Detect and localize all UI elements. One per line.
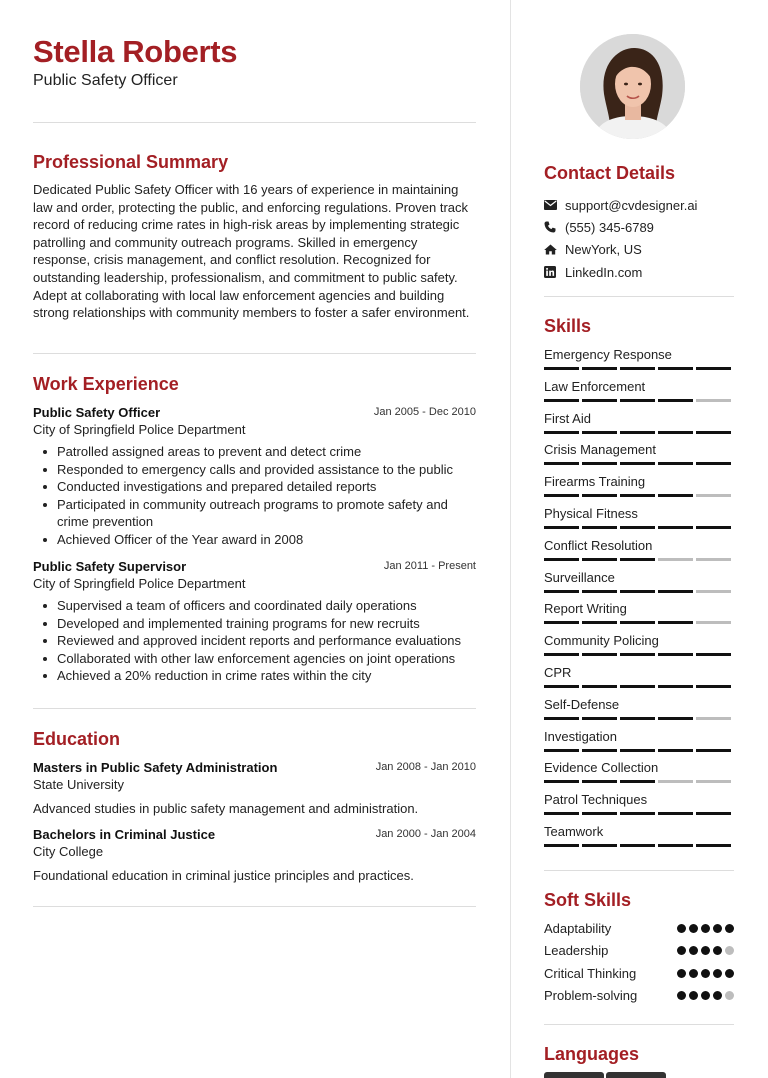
skill-level-segment: [658, 367, 693, 370]
skill-level-bar: [544, 780, 734, 783]
skill-name: Emergency Response: [544, 347, 672, 362]
soft-skill-name: Leadership: [544, 943, 609, 959]
skill-level-bar: [544, 526, 734, 529]
job-bullet: Developed and implemented training programs for new recruits: [57, 615, 476, 633]
rating-dot: [701, 946, 710, 955]
skill-level-segment: [544, 462, 579, 465]
rating-dot: [689, 946, 698, 955]
skill-item: [544, 665, 734, 697]
job-bullet: Collaborated with other law enforcement agencies on joint operations: [57, 650, 476, 668]
skill-level-segment: [620, 749, 655, 752]
job-entry: [33, 404, 476, 548]
skill-level-segment: [696, 653, 731, 656]
skill-level-segment: [658, 494, 693, 497]
rating-dot: [689, 969, 698, 978]
rating-dot: [701, 991, 710, 1000]
skill-level-segment: [544, 558, 579, 561]
rating-dot: [677, 969, 686, 978]
profile-photo: [580, 34, 685, 139]
skill-level-segment: [544, 844, 579, 847]
skill-level-segment: [582, 399, 617, 402]
skill-level-segment: [696, 717, 731, 720]
education-date: Jan 2000 - Jan 2004: [375, 828, 476, 840]
skill-level-segment: [582, 812, 617, 815]
skill-level-bar: [544, 653, 734, 656]
skill-level-segment: [544, 494, 579, 497]
skills-list: [544, 347, 734, 856]
soft-skills-list: [544, 917, 734, 1007]
job-bullet: Conducted investigations and prepared detailed reports: [57, 478, 476, 496]
skill-level-segment: [544, 590, 579, 593]
rating-dot: [713, 969, 722, 978]
skill-level-segment: [544, 367, 579, 370]
skill-level-segment: [658, 812, 693, 815]
job-entry: [33, 558, 476, 685]
skill-item: [544, 697, 734, 729]
skill-item: [544, 824, 734, 856]
linkedin-icon: [544, 266, 565, 278]
skill-level-segment: [696, 621, 731, 624]
divider: [544, 870, 734, 871]
skill-level-bar: [544, 367, 734, 370]
skill-item: [544, 601, 734, 633]
skill-level-segment: [658, 462, 693, 465]
soft-skills-title: Soft Skills: [544, 890, 632, 910]
skill-level-segment: [696, 749, 731, 752]
soft-skill-rating: [677, 946, 734, 955]
skill-name: Firearms Training: [544, 474, 646, 490]
skill-level-bar: [544, 621, 734, 624]
skill-level-bar: [544, 812, 734, 815]
soft-skill-name: Problem-solving: [544, 988, 638, 1004]
skill-level-segment: [582, 780, 617, 783]
soft-skill-rating: [677, 991, 734, 1000]
rating-dot: [701, 924, 710, 933]
skill-level-segment: [544, 399, 579, 402]
rating-dot: [677, 946, 686, 955]
skill-item: [544, 760, 734, 792]
education-entry: [33, 826, 476, 884]
job-org: City of Springfield Police Department: [33, 576, 246, 591]
rating-dot: [725, 924, 734, 933]
skill-level-segment: [582, 590, 617, 593]
soft-skill-name: Critical Thinking: [544, 965, 637, 981]
candidate-name: Stella Roberts: [33, 34, 238, 69]
skill-name: Community Policing: [544, 633, 659, 649]
skill-level-bar: [544, 494, 734, 497]
skill-item: [544, 411, 734, 443]
job-title: Public Safety Supervisor: [33, 559, 187, 574]
skill-level-segment: [658, 717, 693, 720]
phone-icon: [544, 221, 565, 233]
skill-level-segment: [658, 780, 693, 783]
skill-item: [544, 633, 734, 665]
skill-item: [544, 792, 734, 824]
job-bullet: Reviewed and approved incident reports and performance evaluations: [57, 632, 476, 650]
contact-linkedin[interactable]: [544, 261, 734, 283]
skill-item: [544, 538, 734, 570]
school: City College: [33, 844, 104, 859]
divider: [544, 1024, 734, 1025]
education-date: Jan 2008 - Jan 2010: [375, 761, 476, 773]
job-title: Public Safety Officer: [33, 405, 161, 420]
skill-level-segment: [658, 526, 693, 529]
skill-level-segment: [696, 590, 731, 593]
rating-dot: [713, 924, 722, 933]
rating-dot: [725, 991, 734, 1000]
rating-dot: [689, 991, 698, 1000]
skill-level-segment: [544, 780, 579, 783]
skill-level-segment: [582, 526, 617, 529]
rating-dot: [725, 946, 734, 955]
skills-title: Skills: [544, 316, 592, 336]
skill-level-segment: [658, 685, 693, 688]
divider: [33, 906, 476, 907]
candidate-role: Public Safety Officer: [33, 72, 178, 89]
avatar: [580, 34, 685, 139]
rating-dot: [713, 946, 722, 955]
skill-item: [544, 347, 734, 379]
skill-level-segment: [696, 844, 731, 847]
skill-level-segment: [696, 685, 731, 688]
job-bullet: Patrolled assigned areas to prevent and detect crime: [57, 443, 476, 461]
skill-level-segment: [620, 367, 655, 370]
skill-level-segment: [620, 431, 655, 434]
languages-title: Languages: [544, 1044, 640, 1064]
skill-level-segment: [658, 749, 693, 752]
skill-name: Evidence Collection: [544, 760, 659, 776]
skill-level-segment: [620, 558, 655, 561]
skill-level-segment: [658, 653, 693, 656]
education-entry: [33, 759, 476, 817]
skill-level-segment: [620, 462, 655, 465]
skill-level-segment: [696, 780, 731, 783]
skill-name: Crisis Management: [544, 442, 656, 458]
summary-title: Professional Summary: [33, 152, 229, 172]
job-bullet: Supervised a team of officers and coordinated daily operations: [57, 597, 476, 615]
language-pill: [544, 1072, 604, 1078]
language-pill: [606, 1072, 666, 1078]
soft-skill-rating: [677, 924, 734, 933]
education-desc: Foundational education in criminal justice principles and practices.: [33, 868, 414, 883]
job-bullets: [33, 443, 476, 548]
skill-level-segment: [544, 812, 579, 815]
skill-item: [544, 442, 734, 474]
skill-level-segment: [544, 621, 579, 624]
contact-phone[interactable]: [544, 216, 734, 238]
skill-level-segment: [582, 749, 617, 752]
skill-level-segment: [658, 590, 693, 593]
soft-skill-item: [544, 962, 734, 985]
job-bullet: Achieved a 20% reduction in crime rates within the city: [57, 667, 476, 685]
skill-name: Surveillance: [544, 569, 615, 585]
skill-level-segment: [658, 558, 693, 561]
skill-level-segment: [582, 494, 617, 497]
skill-level-segment: [696, 431, 731, 434]
skill-level-bar: [544, 844, 734, 847]
skill-level-segment: [544, 685, 579, 688]
skill-level-segment: [544, 431, 579, 434]
degree: Masters in Public Safety Administration: [33, 760, 278, 775]
skill-level-segment: [582, 431, 617, 434]
job-bullet: Responded to emergency calls and provided assistance to the public: [57, 461, 476, 479]
home-icon: [544, 244, 565, 255]
skill-level-segment: [620, 685, 655, 688]
skill-level-bar: [544, 431, 734, 434]
skill-level-segment: [696, 494, 731, 497]
skill-level-segment: [620, 526, 655, 529]
rating-dot: [677, 991, 686, 1000]
skill-name: Law Enforcement: [544, 378, 646, 394]
skill-level-bar: [544, 462, 734, 465]
skill-level-segment: [582, 685, 617, 688]
soft-skill-name: Adaptability: [544, 920, 612, 936]
skill-level-segment: [582, 717, 617, 720]
skill-level-segment: [696, 558, 731, 561]
skill-level-segment: [582, 367, 617, 370]
skill-level-segment: [696, 812, 731, 815]
skill-level-segment: [620, 780, 655, 783]
degree: Bachelors in Criminal Justice: [33, 827, 216, 842]
column-divider: [510, 0, 511, 1078]
skill-level-segment: [544, 749, 579, 752]
education-desc: Advanced studies in public safety management and administration.: [33, 801, 419, 816]
soft-skill-item: [544, 985, 734, 1008]
job-bullet: Participated in community outreach programs to promote safety and crime prevention: [57, 496, 476, 531]
rating-dot: [689, 924, 698, 933]
skill-level-segment: [620, 621, 655, 624]
skill-level-bar: [544, 749, 734, 752]
skill-level-segment: [658, 399, 693, 402]
soft-skill-item: [544, 917, 734, 940]
skill-level-segment: [696, 399, 731, 402]
soft-skill-item: [544, 940, 734, 963]
contact-location: [544, 239, 734, 261]
skill-name: Patrol Techniques: [544, 792, 648, 808]
divider: [33, 708, 476, 709]
skill-level-bar: [544, 717, 734, 720]
skill-level-segment: [582, 653, 617, 656]
divider: [33, 122, 476, 123]
skill-level-segment: [696, 367, 731, 370]
skill-level-segment: [620, 399, 655, 402]
summary-text: Dedicated Public Safety Officer with 16 years of experience in maintaining law and order, protecting the public, and enforcing regulations. Proven track record of reducing crime rates in high-risk areas by implementing strategic patrolling and community outreach programs. Skilled in emergency response, crisis management, and conflict resolution. Recognized for outstanding leadership, professionalism, and commitment to public safety. Adept at collaborating with local law enforcement agencies and building strong relationships with community members to foster a safer environment.: [33, 182, 470, 321]
skill-level-bar: [544, 590, 734, 593]
job-date: Jan 2005 - Dec 2010: [373, 406, 476, 418]
skill-level-segment: [658, 844, 693, 847]
skill-level-segment: [696, 526, 731, 529]
skill-item: [544, 379, 734, 411]
skill-level-segment: [620, 717, 655, 720]
work-title: Work Experience: [33, 374, 179, 394]
skill-level-segment: [544, 717, 579, 720]
contact-title: Contact Details: [544, 163, 676, 183]
job-org: City of Springfield Police Department: [33, 422, 246, 437]
skill-level-segment: [544, 526, 579, 529]
skill-name: Physical Fitness: [544, 505, 638, 521]
skill-level-segment: [658, 621, 693, 624]
skill-level-segment: [620, 590, 655, 593]
rating-dot: [677, 924, 686, 933]
skill-name: Self-Defense: [544, 696, 620, 712]
skill-level-segment: [582, 462, 617, 465]
rating-dot: [725, 969, 734, 978]
skill-item: [544, 474, 734, 506]
skill-name: Investigation: [544, 728, 617, 744]
soft-skill-rating: [677, 969, 734, 978]
school: State University: [33, 777, 125, 792]
contact-text: NewYork, US: [565, 242, 642, 258]
skill-name: Conflict Resolution: [544, 537, 653, 553]
skill-name: CPR: [544, 664, 572, 680]
divider: [544, 296, 734, 297]
skill-item: [544, 506, 734, 538]
job-bullet: Achieved Officer of the Year award in 2008: [57, 531, 476, 549]
contact-text: support@cvdesigner.ai: [565, 197, 698, 213]
skill-name: Report Writing: [544, 601, 627, 617]
rating-dot: [713, 991, 722, 1000]
envelope-icon: [544, 200, 565, 210]
skill-level-segment: [620, 812, 655, 815]
education-title: Education: [33, 729, 121, 749]
skill-level-bar: [544, 399, 734, 402]
skill-level-bar: [544, 685, 734, 688]
skill-item: [544, 570, 734, 602]
skill-level-segment: [620, 653, 655, 656]
divider: [33, 353, 476, 354]
skill-level-bar: [544, 558, 734, 561]
skill-level-segment: [696, 462, 731, 465]
contact-list: [544, 194, 734, 283]
contact-email[interactable]: [544, 194, 734, 216]
skill-level-segment: [582, 621, 617, 624]
job-date: Jan 2011 - Present: [383, 560, 476, 572]
skill-level-segment: [544, 653, 579, 656]
skill-name: Teamwork: [544, 823, 604, 839]
skill-level-segment: [582, 558, 617, 561]
skill-level-segment: [582, 844, 617, 847]
skill-item: [544, 729, 734, 761]
rating-dot: [701, 969, 710, 978]
skill-level-segment: [620, 494, 655, 497]
job-bullets: [33, 597, 476, 685]
skill-level-segment: [658, 431, 693, 434]
contact-text: LinkedIn.com: [565, 264, 643, 280]
contact-text: (555) 345-6789: [565, 219, 654, 235]
skill-name: First Aid: [544, 410, 591, 426]
skill-level-segment: [620, 844, 655, 847]
